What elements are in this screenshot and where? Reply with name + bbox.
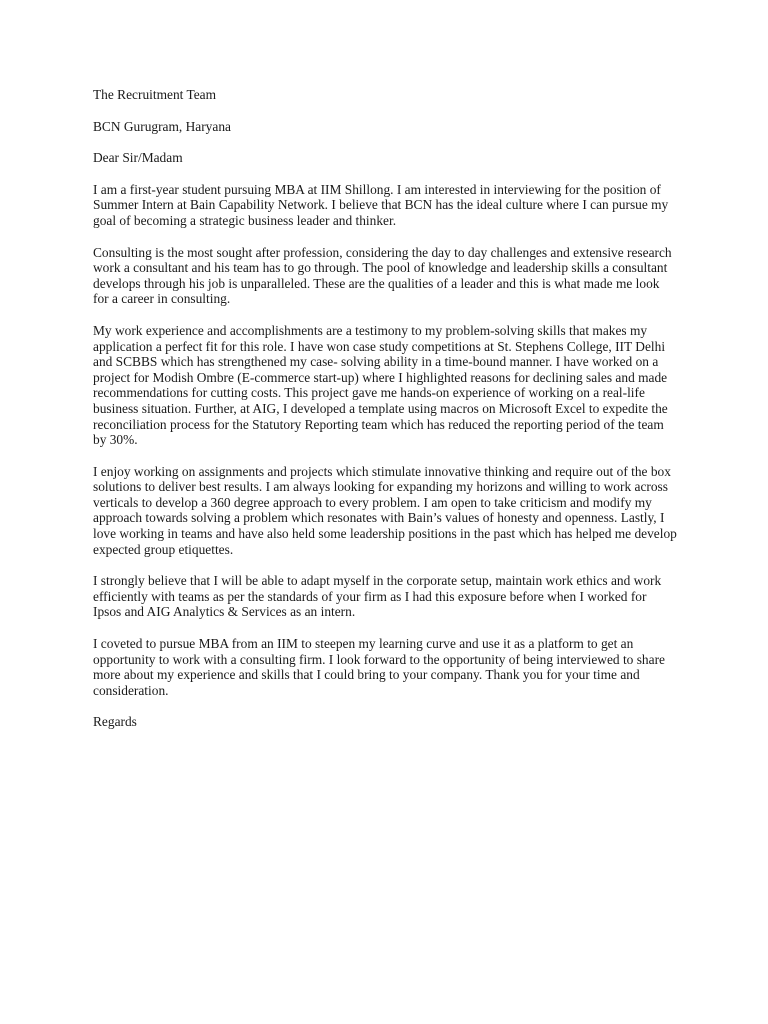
paragraph-adaptability: I strongly believe that I will be able to adapt myself in the corporate setup, maintain work ethics and work efficiently with teams as per the standards of your firm as I had this exposure before when I worked for Ipsos and AIG Analytics & Services as an intern. (93, 573, 662, 620)
paragraph-intro: I am a first-year student pursuing MBA at IIM Shillong. I am interested in interviewing for the position of Summer Intern at Bain Capability Network. I believe that BCN has the ideal culture where I can pursue my goal of becoming a strategic business leader and thinker. (93, 181, 669, 228)
cover-letter (93, 87, 678, 746)
closing-line: Regards (93, 714, 137, 730)
paragraph-experience: My work experience and accomplishments are a testimony to my problem-solving skills that makes my application a perfect fit for this role. I have won case study competitions at St. Stephens College, IIT Delhi and SCBBS which has strengthened my case- solving ability in a time-bound manner. I have worked on a project for Modish Ombre (E-commerce start-up) where I highlighted reasons for declining sales and made recommendations for cutting costs. This project gave me hands-on experience of working on a real-life business situation. Further, at AIG, I developed a template using macros on Microsoft Excel to expedite the reconciliation process for the Statutory Reporting team which has reduced the reporting period of the team by 30%. (93, 322, 668, 448)
recipient-line: The Recruitment Team (93, 87, 217, 102)
paragraph-teamwork: I enjoy working on assignments and projects which stimulate innovative thinking and require out of the box solutions to deliver best results. I am always looking for expanding my horizons and willing to work across verticals to develop a 360 degree approach to every problem. I am open to take criticism and modify my approach towards solving a problem which resonates with Bain’s values of honesty and openness. Lastly, I love working in teams and have also held some leadership positions in the past which has helped me develop expected group etiquettes. (93, 463, 677, 557)
location-line: BCN Gurugram, Haryana (93, 118, 231, 134)
paragraph-conclusion: I coveted to pursue MBA from an IIM to steepen my learning curve and use it as a platform to get an opportunity to work with a consulting firm. I look forward to the opportunity of being interviewed to share more about my experience and skills that I could bring to your company. Thank you for your time and consideration. (93, 636, 665, 698)
paragraph-consulting: Consulting is the most sought after profession, considering the day to day challenges and extensive research work a consultant and his team has to go through. The pool of knowledge and leadership skills a consultant develops through his job is unparalleled. These are the qualities of a leader and this is what made me look for a career in consulting. (93, 244, 672, 307)
salutation: Dear Sir/Madam (93, 150, 183, 166)
